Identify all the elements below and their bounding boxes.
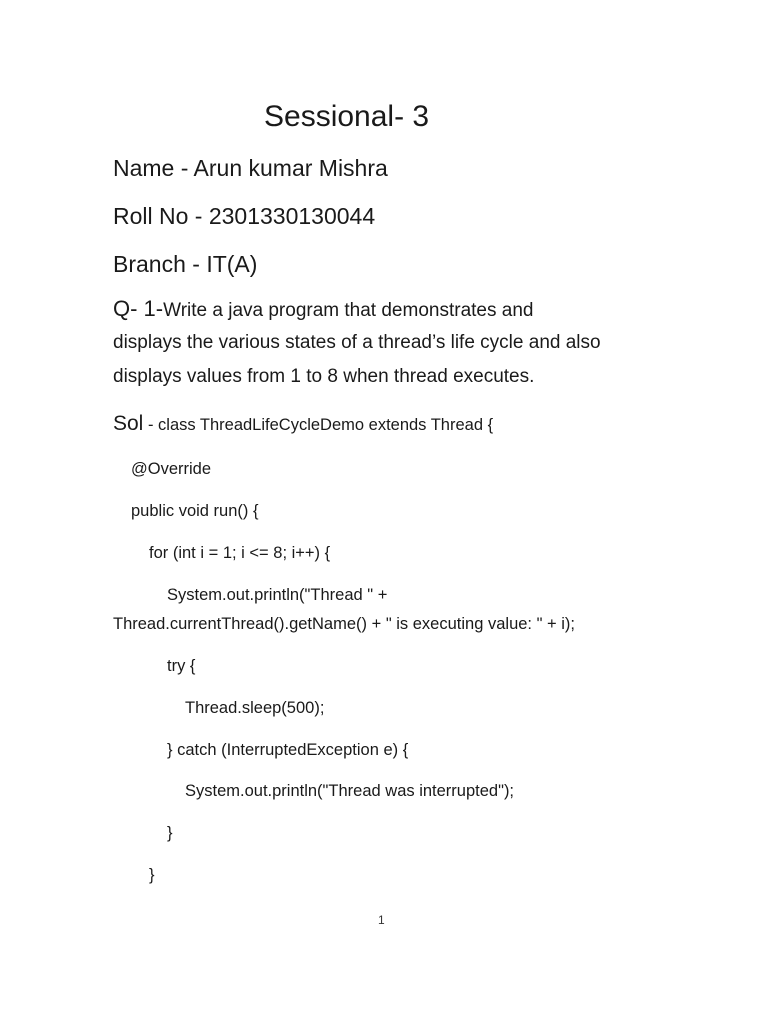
code-line: try { xyxy=(167,657,196,675)
question-line-2: displays the various states of a thread’s life cycle and also xyxy=(113,332,601,353)
code-line: Thread.currentThread().getName() + " is executing value: " + i); xyxy=(113,615,575,633)
page-number: 1 xyxy=(378,913,385,927)
student-name: Name - Arun kumar Mishra xyxy=(113,155,388,181)
question-text-1: Write a java program that demonstrates and xyxy=(163,300,534,321)
code-line: } xyxy=(167,824,173,842)
solution-line xyxy=(113,409,493,440)
code-line: Thread.sleep(500); xyxy=(185,699,325,717)
branch: Branch - IT(A) xyxy=(113,251,258,277)
solution-label: Sol xyxy=(113,412,144,435)
question-label: Q- 1- xyxy=(113,296,164,321)
question-line-1 xyxy=(113,292,533,328)
solution-class-declaration: - class ThreadLifeCycleDemo extends Thread { xyxy=(143,416,494,434)
document-title: Sessional- 3 xyxy=(264,100,430,133)
code-line: public void run() { xyxy=(131,502,259,520)
code-line: } catch (InterruptedException e) { xyxy=(167,741,409,759)
question-line-3: displays values from 1 to 8 when thread executes. xyxy=(113,366,535,387)
roll-number: Roll No - 2301330130044 xyxy=(113,203,376,229)
code-line: System.out.println("Thread was interrupted"); xyxy=(185,782,515,800)
code-line: System.out.println("Thread " + xyxy=(167,586,388,604)
code-line: for (int i = 1; i <= 8; i++) { xyxy=(149,544,331,562)
code-line: } xyxy=(149,866,155,884)
code-line: @Override xyxy=(131,460,212,478)
